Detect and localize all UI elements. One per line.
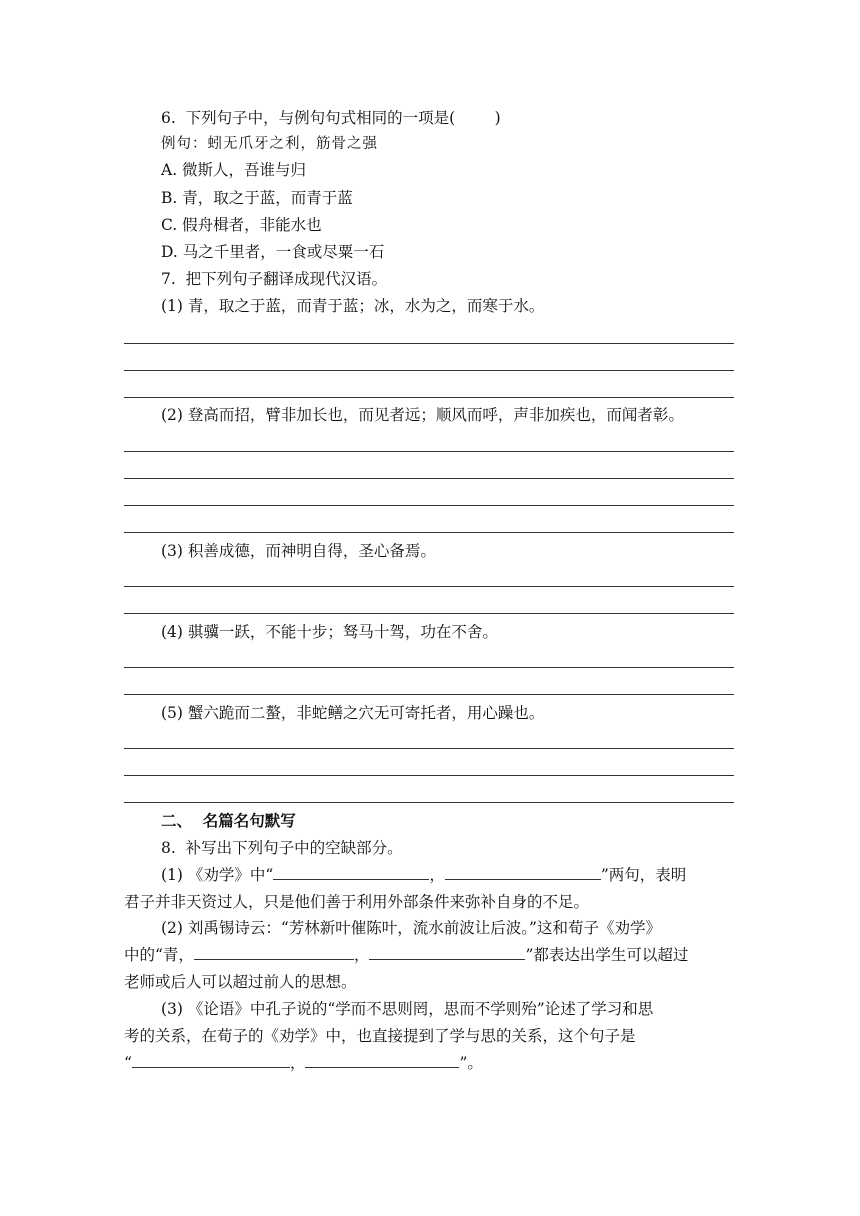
q7-item-3: (3) 积善成德，而神明自得，圣心备焉。: [161, 542, 436, 560]
q8-p2-line3: 老师或后人可以超过前人的思想。: [124, 973, 357, 991]
answer-line: [124, 370, 734, 371]
answer-line: [124, 613, 734, 614]
section-title: 二、 名篇名句默写: [161, 811, 296, 830]
q8-p2-line1: (2) 刘禹锡诗云：“芳林新叶催陈叶，流水前波让后波。”这和荀子《劝学》: [161, 919, 661, 937]
fill-blank[interactable]: [273, 865, 429, 880]
q8-p1-line1: (1) 《劝学》中“ ， ”两句，表明: [161, 866, 687, 884]
q6-option-a: A. 微斯人，吾谁与归: [161, 161, 307, 179]
fill-blank[interactable]: [305, 1053, 459, 1068]
answer-line: [124, 775, 734, 776]
answer-line: [124, 478, 734, 479]
q7-item-1: (1) 青，取之于蓝，而青于蓝；冰，水为之，而寒于水。: [161, 297, 545, 315]
answer-line: [124, 532, 734, 533]
answer-line: [124, 802, 734, 803]
answer-line: [124, 451, 734, 452]
answer-line: [124, 748, 734, 749]
fill-blank[interactable]: [445, 865, 601, 880]
q6-option-d: D. 马之千里者，一食或尽粟一石: [161, 243, 385, 261]
q8-p3-line3: “ ， ”。: [124, 1054, 483, 1072]
answer-line: [124, 667, 734, 668]
q8-p3-line1: (3) 《论语》中孔子说的“学而不思则罔，思而不学则殆”论述了学习和思: [161, 1000, 654, 1018]
q6-option-b: B. 青，取之于蓝，而青于蓝: [161, 189, 353, 207]
answer-line: [124, 586, 734, 587]
q6-option-c: C. 假舟楫者，非能水也: [161, 216, 322, 234]
answer-line: [124, 505, 734, 506]
fill-blank[interactable]: [132, 1053, 290, 1068]
q8-p1-line2: 君子并非天资过人，只是他们善于利用外部条件来弥补自身的不足。: [124, 893, 590, 911]
answer-line: [124, 343, 734, 344]
q6-example: 例句：蚓无爪牙之利，筋骨之强: [161, 136, 378, 152]
q8-stem: 8. 补写出下列句子中的空缺部分。: [161, 839, 403, 857]
fill-blank[interactable]: [194, 945, 354, 960]
q7-item-5: (5) 蟹六跪而二螯，非蛇鳝之穴无可寄托者，用心躁也。: [161, 704, 545, 722]
q7-stem: 7. 把下列句子翻译成现代汉语。: [161, 270, 388, 288]
q6-stem: 6. 下列句子中，与例句句式相同的一项是( ): [161, 109, 501, 127]
q7-item-2: (2) 登高而招，臂非加长也，而见者远；顺风而呼，声非加疾也，而闻者彰。: [161, 406, 684, 424]
q8-p3-line2: 考的关系，在荀子的《劝学》中，也直接提到了学与思的关系，这个句子是: [124, 1027, 636, 1045]
answer-line: [124, 397, 734, 398]
answer-line: [124, 694, 734, 695]
q8-p2-line2: 中的“青， ， ”都表达出学生可以超过: [124, 946, 689, 964]
fill-blank[interactable]: [369, 945, 525, 960]
q7-item-4: (4) 骐骥一跃，不能十步；驽马十驾，功在不舍。: [161, 623, 498, 641]
